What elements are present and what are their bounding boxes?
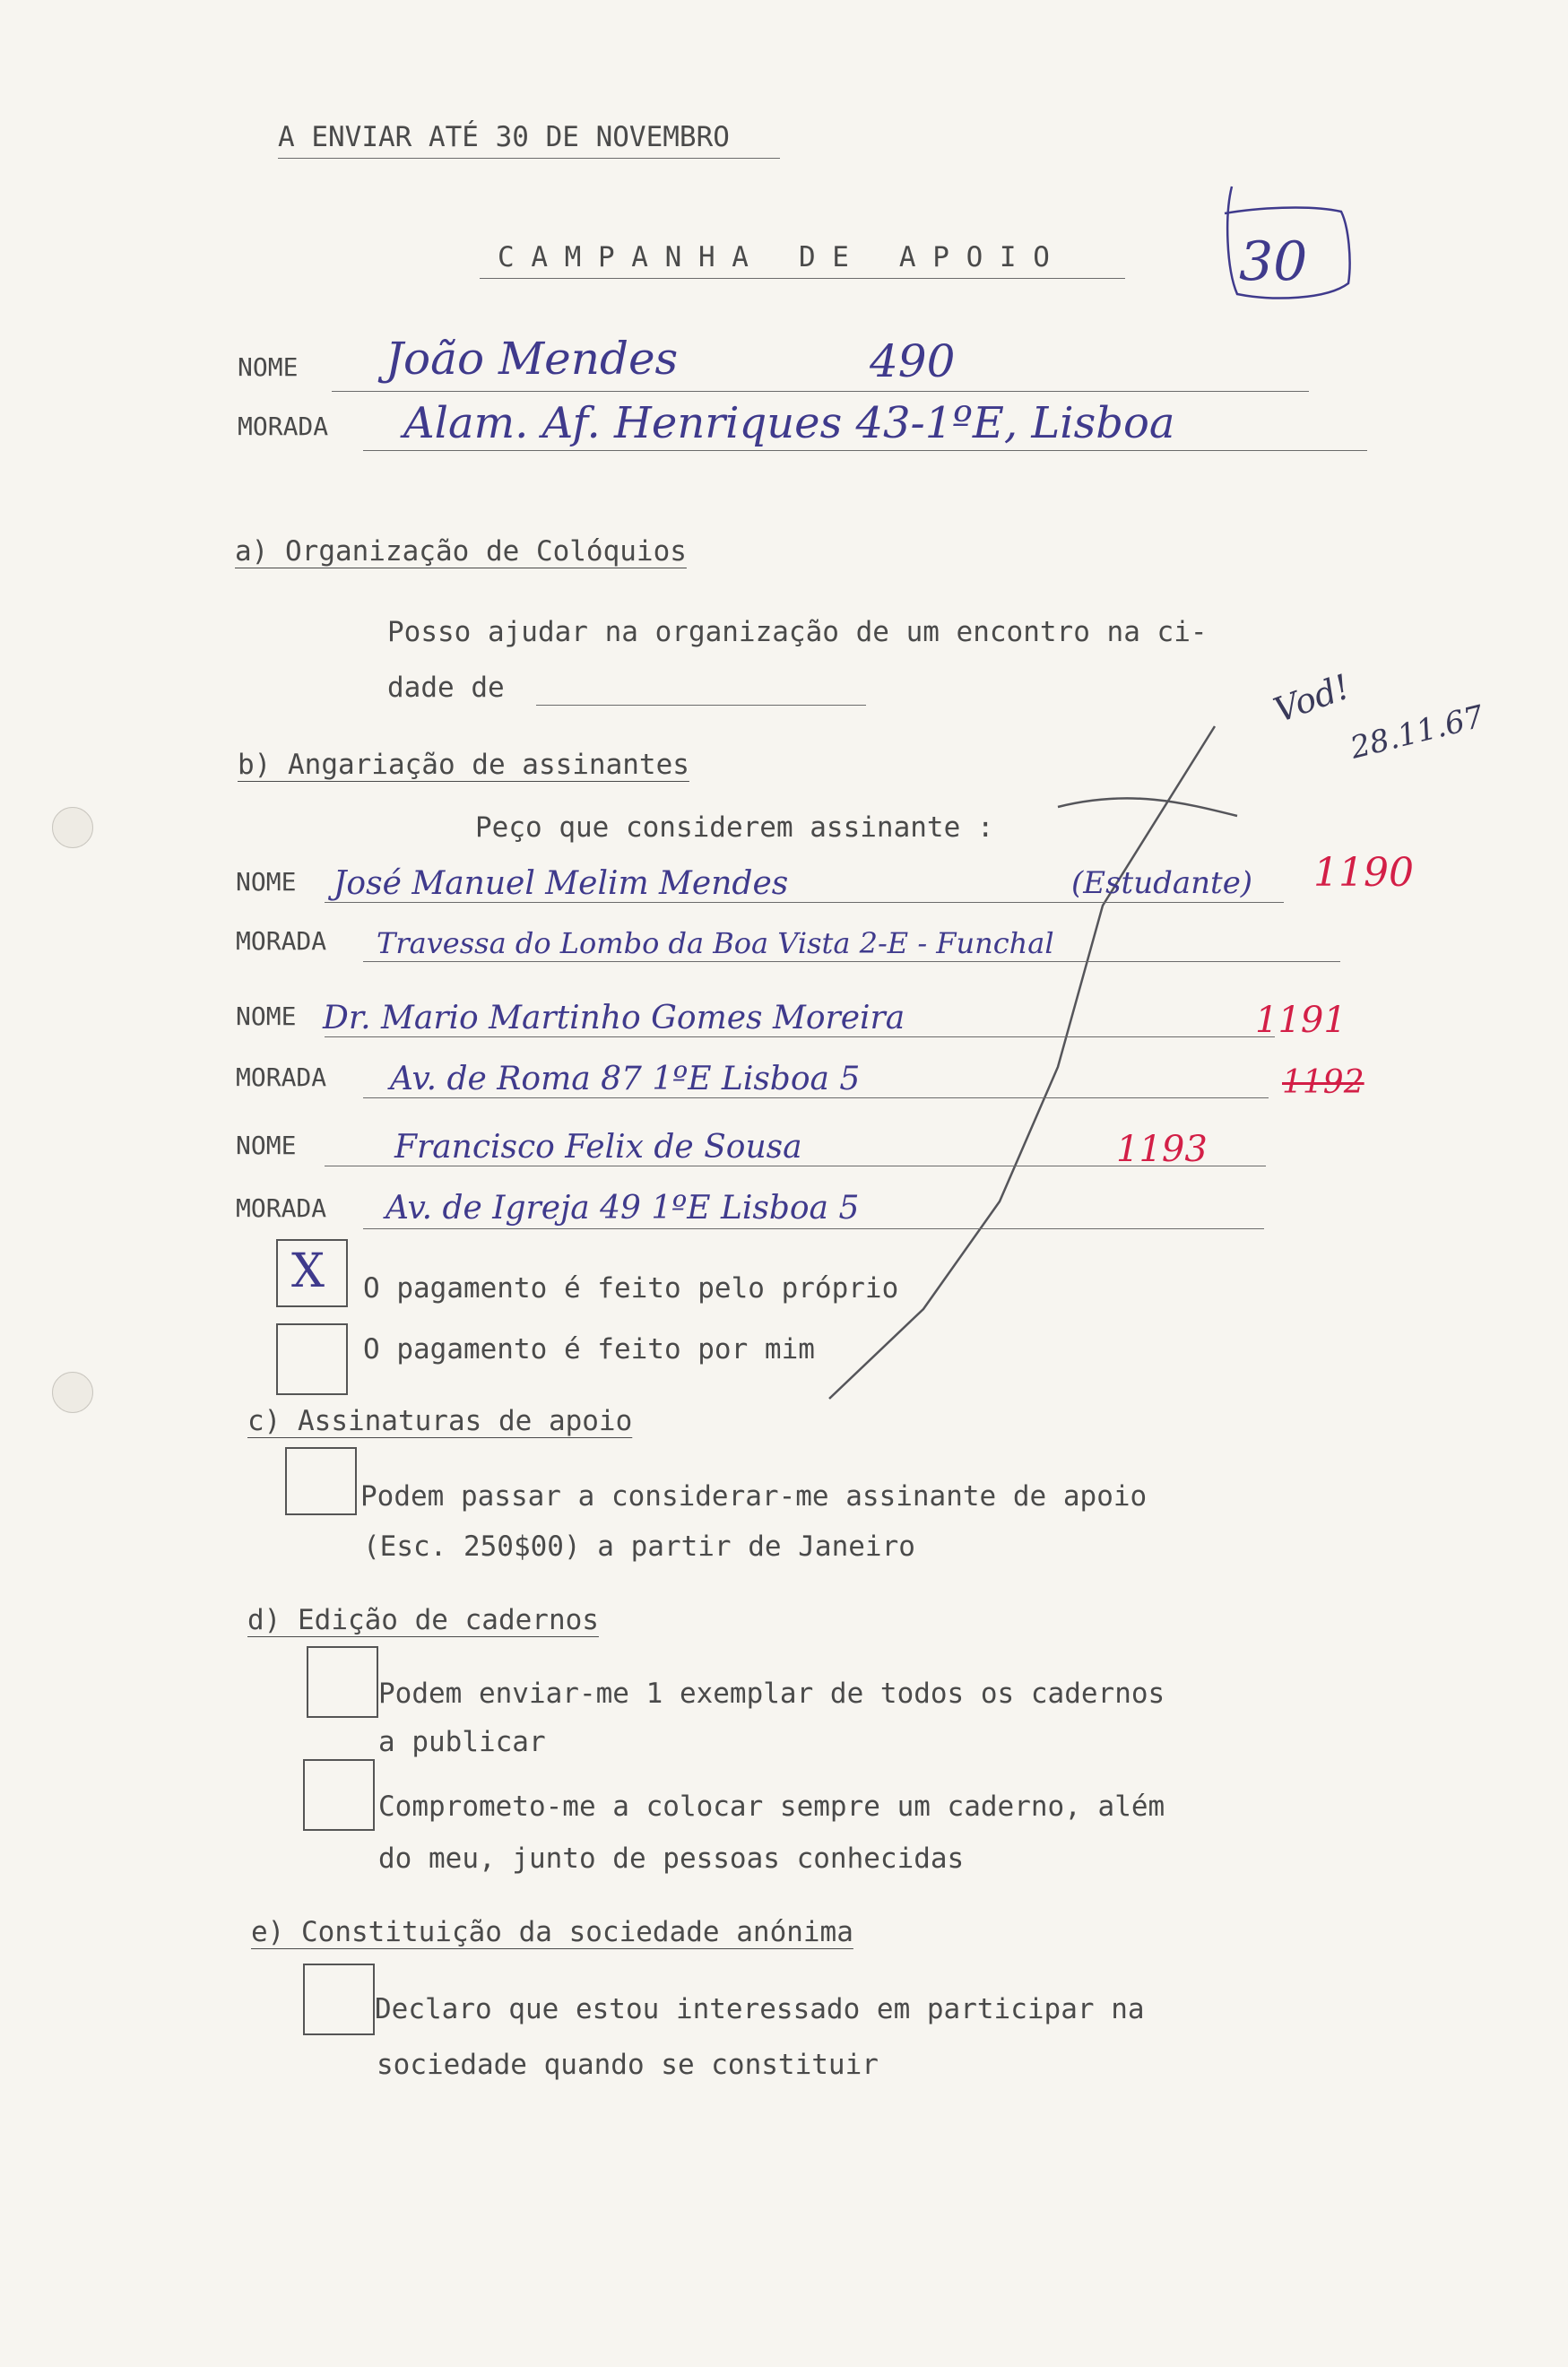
- entry3-nome-label: NOME: [236, 1131, 297, 1160]
- entry2-morada-line: [363, 1097, 1269, 1098]
- section-c-line1: Podem passar a considerar-me assinante de apoio: [360, 1480, 1148, 1513]
- entry1-nome-label: NOME: [236, 867, 297, 897]
- circled-number: 30: [1239, 230, 1308, 293]
- entry3-morada-label: MORADA: [236, 1193, 327, 1223]
- payment-me-label: O pagamento é feito por mim: [363, 1333, 815, 1366]
- morada-value: Alam. Af. Henriques 43-1ºE, Lisboa: [403, 398, 1175, 448]
- entry3-morada-line: [363, 1228, 1264, 1229]
- entry1-extra: (Estudante): [1071, 865, 1253, 901]
- entry3-nome: Francisco Felix de Sousa: [394, 1129, 802, 1166]
- entry3-morada: Av. de Igreja 49 1ºE Lisboa 5: [386, 1190, 860, 1227]
- place-notebook-checkbox[interactable]: [303, 1759, 375, 1831]
- entry3-number: 1193: [1116, 1129, 1208, 1170]
- section-b-intro: Peço que considerem assinante :: [475, 811, 994, 844]
- entry2-morada-label: MORADA: [236, 1062, 327, 1092]
- section-d-opt2-line1: Comprometo-me a colocar sempre um caderno, além: [378, 1790, 1165, 1823]
- section-e-line2: sociedade quando se constituir: [377, 2049, 879, 2081]
- nome-line: [332, 391, 1309, 392]
- entry1-nome: José Manuel Melim Mendes: [334, 865, 789, 902]
- city-input-line[interactable]: [536, 705, 866, 706]
- section-c-title: c) Assinaturas de apoio: [247, 1405, 633, 1437]
- entry2-number: 1191: [1255, 1000, 1347, 1041]
- section-e-title: e) Constituição da sociedade anónima: [251, 1916, 853, 1948]
- section-b-title: b) Angariação de assinantes: [238, 749, 689, 781]
- page-title: C A M P A N H A D E A P O I O: [498, 241, 1050, 273]
- annotation-text: Vod!: [1269, 666, 1356, 731]
- entry1-morada: Travessa do Lombo da Boa Vista 2-E - Funchal: [377, 926, 1054, 960]
- nome-value: João Mendes: [386, 333, 679, 385]
- entry2-nome: Dr. Mario Martinho Gomes Moreira: [323, 1000, 905, 1036]
- entry2-nome-label: NOME: [236, 1001, 297, 1031]
- nome-label: NOME: [238, 352, 299, 382]
- send-copy-checkbox[interactable]: [307, 1646, 378, 1718]
- section-e-line1: Declaro que estou interessado em participar na: [375, 1993, 1145, 2025]
- payment-me-checkbox[interactable]: [276, 1323, 348, 1395]
- section-a-line2: dade de: [387, 672, 505, 704]
- section-d-opt2-line2: do meu, junto de pessoas conhecidas: [378, 1842, 965, 1875]
- section-c-line2: (Esc. 250$00) a partir de Janeiro: [363, 1530, 915, 1563]
- entry1-morada-line: [363, 961, 1340, 962]
- payment-self-check-mark: X: [291, 1244, 325, 1298]
- nome-number: 490: [870, 335, 956, 387]
- payment-self-label: O pagamento é feito pelo próprio: [363, 1272, 899, 1305]
- entry1-number: 1190: [1313, 850, 1414, 896]
- deadline-text: A ENVIAR ATÉ 30 DE NOVEMBRO: [278, 121, 730, 153]
- support-subscription-checkbox[interactable]: [285, 1447, 357, 1515]
- section-a-line1: Posso ajudar na organização de um encontro na ci-: [387, 616, 1208, 648]
- section-d-opt1-line1: Podem enviar-me 1 exemplar de todos os cadernos: [378, 1678, 1165, 1710]
- entry1-morada-label: MORADA: [236, 926, 327, 956]
- section-d-title: d) Edição de cadernos: [247, 1604, 599, 1636]
- annotation-date: 28.11.67: [1347, 698, 1487, 767]
- morada-label: MORADA: [238, 412, 329, 441]
- section-d-opt1-line2: a publicar: [378, 1726, 546, 1758]
- company-interest-checkbox[interactable]: [303, 1964, 375, 2035]
- morada-line: [363, 450, 1367, 451]
- entry1-nome-line: [325, 902, 1284, 903]
- entry2-struck-number: 1192: [1282, 1064, 1364, 1101]
- section-a-title: a) Organização de Colóquios: [235, 535, 687, 568]
- entry2-morada: Av. de Roma 87 1ºE Lisboa 5: [390, 1061, 861, 1097]
- entry2-nome-line: [325, 1036, 1275, 1037]
